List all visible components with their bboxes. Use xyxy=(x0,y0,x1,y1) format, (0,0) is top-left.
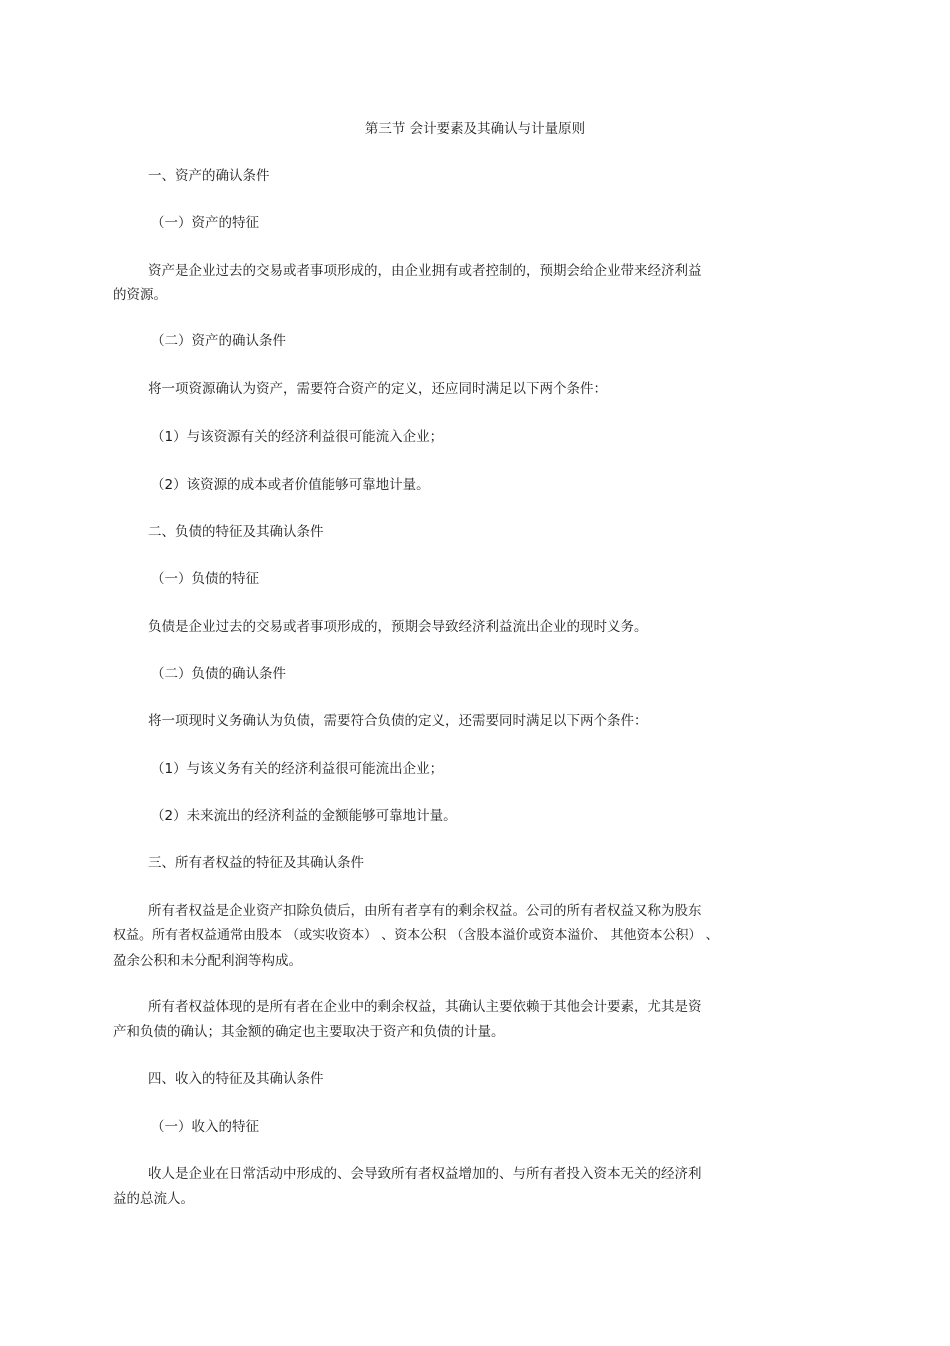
list-item: （1）与该资源有关的经济利益很可能流入企业； xyxy=(151,429,444,445)
subheading-liability-features: （一）负债的特征 xyxy=(151,571,259,587)
subheading-revenue-features: （一）收入的特征 xyxy=(151,1119,259,1135)
paragraph-line: 资产是企业过去的交易或者事项形成的，由企业拥有或者控制的，预期会给企业带来经济利益 xyxy=(148,263,702,279)
subheading-asset-features: （一）资产的特征 xyxy=(151,215,259,231)
list-item: （2）该资源的成本或者价值能够可靠地计量。 xyxy=(151,477,430,493)
paragraph-line: 盈余公积和未分配利润等构成。 xyxy=(113,953,302,969)
paragraph-line: 将一项现时义务确认为负债，需要符合负债的定义，还需要同时满足以下两个条件： xyxy=(148,713,648,729)
heading-liability-recognition: 二、负债的特征及其确认条件 xyxy=(148,524,324,540)
paragraph-line: 所有者权益体现的是所有者在企业中的剩余权益，其确认主要依赖于其他会计要素，尤其是资 xyxy=(148,999,702,1015)
heading-revenue-recognition: 四、收入的特征及其确认条件 xyxy=(148,1071,324,1087)
paragraph-line: 的资源。 xyxy=(113,287,167,303)
list-item: （1）与该义务有关的经济利益很可能流出企业； xyxy=(151,761,444,777)
heading-asset-recognition: 一、资产的确认条件 xyxy=(148,168,270,184)
paragraph-line: 将一项资源确认为资产，需要符合资产的定义，还应同时满足以下两个条件： xyxy=(148,381,607,397)
list-item: （2）未来流出的经济利益的金额能够可靠地计量。 xyxy=(151,808,457,824)
subheading-asset-conditions: （二）资产的确认条件 xyxy=(151,333,286,349)
subheading-liability-conditions: （二）负债的确认条件 xyxy=(151,666,286,682)
paragraph-line: 所有者权益是企业资产扣除负债后，由所有者享有的剩余权益。公司的所有者权益又称为股东 xyxy=(148,903,702,919)
paragraph-line: 负债是企业过去的交易或者事项形成的，预期会导致经济利益流出企业的现时义务。 xyxy=(148,619,648,635)
paragraph-line: 产和负债的确认；其金额的确定也主要取决于资产和负债的计量。 xyxy=(113,1024,505,1040)
section-title: 第三节 会计要素及其确认与计量原则 xyxy=(364,121,586,137)
paragraph-line: 收人是企业在日常活动中形成的、会导致所有者权益增加的、与所有者投入资本无关的经济利 xyxy=(148,1166,702,1182)
paragraph-line: 益的总流人。 xyxy=(113,1191,194,1207)
heading-equity-recognition: 三、所有者权益的特征及其确认条件 xyxy=(148,855,364,871)
paragraph-line: 权益。所有者权益通常由股本 （或实收资本） 、资本公积 （含股本溢价或资本溢价、 其他资本公积） 、 xyxy=(113,928,719,943)
